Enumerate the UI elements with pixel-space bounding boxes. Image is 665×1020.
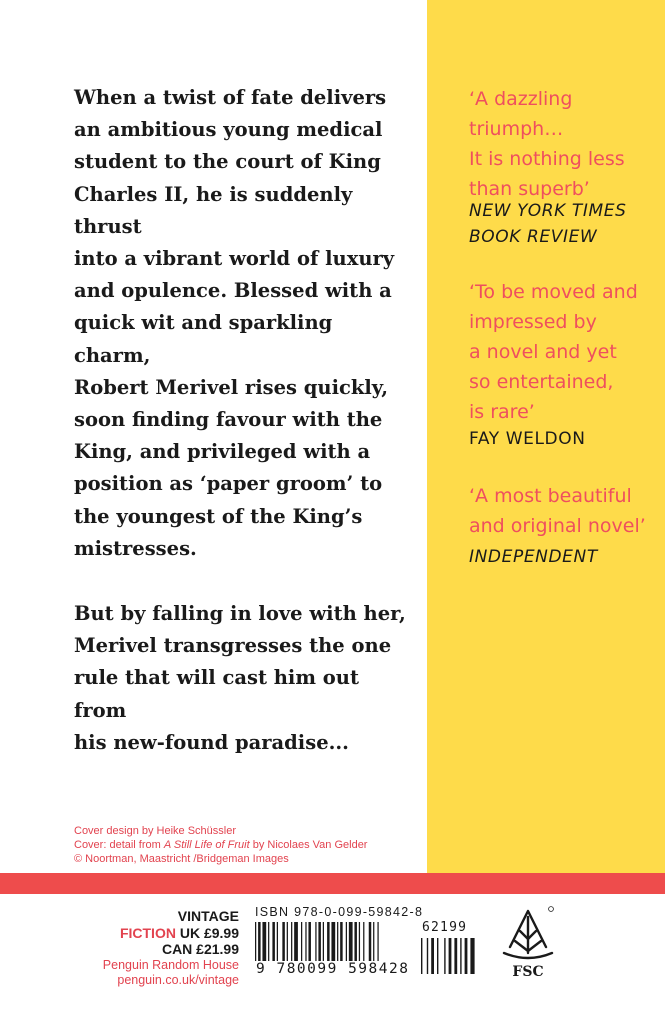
fsc-text: FSC [512, 964, 544, 979]
quote-3-source: INDEPENDENT [469, 547, 598, 567]
imprint: VINTAGE [177, 908, 239, 924]
fsc-logo [500, 905, 556, 979]
cover-art-suffix: by Nicolaes Van Gelder [249, 839, 368, 851]
quote-1-source: NEW YORK TIMES BOOK REVIEW [469, 201, 627, 247]
publisher-info [103, 908, 239, 988]
publisher-house: Penguin Random House [102, 957, 239, 972]
category-price-uk [103, 925, 239, 942]
blurb-paragraph-2: But by falling in love with her, Merivel transgresses the one rule that will cast him out from his new-found paradise... [74, 602, 406, 754]
barcode-addon: 62199 [422, 920, 468, 935]
price-can: CAN £21.99 [161, 941, 239, 957]
blurb-paragraph-1: When a twist of fate delivers an ambitious young medical student to the court of King Charles II, he is suddenly thrust into a vibrant world of luxury and opulence. Blessed with a quick wit and sparkling charm, Robert Merivel rises quickly, soon finding favour with the King, and privileged with a position as ‘paper groom’ to the youngest of the King’s mistresses. [74, 86, 395, 560]
quote-2-text: ‘To be moved and impressed by a novel and yet so entertained, is rare’ [469, 281, 638, 423]
image-rights: © Noortman, Maastricht /Bridgeman Images [74, 853, 289, 865]
cover-art-title: A Still Life of Fruit [163, 839, 250, 851]
quote-2-source: FAY WELDON [469, 429, 586, 449]
publisher-url: penguin.co.uk/vintage [117, 972, 239, 987]
red-band [0, 873, 665, 894]
barcode-number: 9 780099 598428 [256, 961, 410, 977]
quote-1-text: ‘A dazzling triumph… It is nothing less than superb’ [469, 88, 625, 200]
fsc-tree-icon [504, 911, 552, 958]
quote-3-text: ‘A most beautiful and original novel’ [469, 485, 646, 537]
cover-credits [74, 824, 367, 866]
design-credit: Cover design by Heike Schüssler [74, 825, 237, 837]
cover-art-prefix: Cover: detail from [74, 839, 164, 851]
category: FICTION [119, 924, 176, 941]
isbn-label: ISBN 978-0-099-59842-8 [255, 905, 424, 919]
price-uk: UK £9.99 [179, 924, 239, 941]
cover-art-credit [74, 838, 367, 852]
blurb [74, 82, 414, 759]
